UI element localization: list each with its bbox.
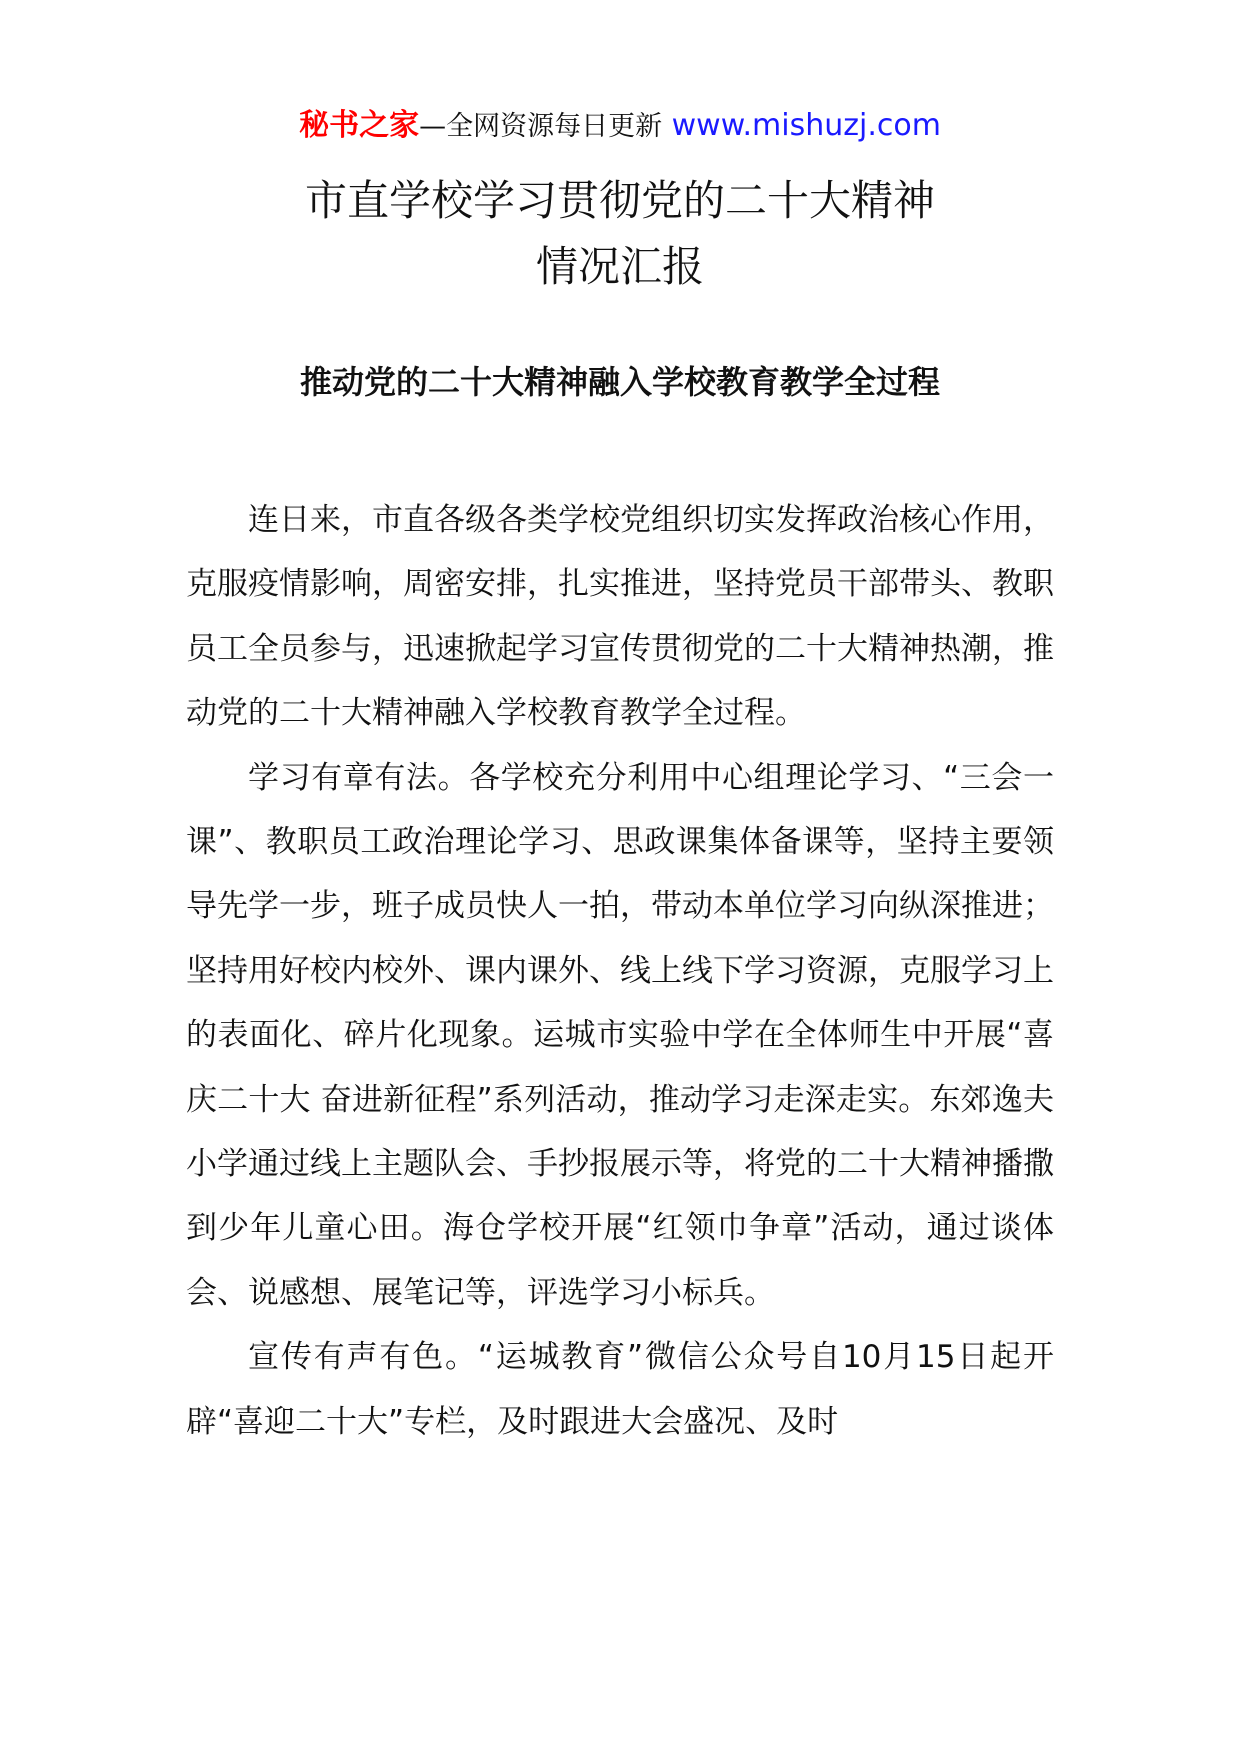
document-body xyxy=(186,488,1054,1454)
document-title xyxy=(0,168,1240,300)
title-line-1: 市直学校学习贯彻党的二十大精神 xyxy=(304,176,935,225)
brand-name: 秘书之家 xyxy=(299,108,420,143)
banner-tagline: —全网资源每日更新 xyxy=(419,111,663,142)
body-paragraph-3: 宣传有声有色。“运城教育”微信公众号自10月15日起开辟“喜迎二十大”专栏，及时跟进大会盛况、及时 xyxy=(186,1339,1054,1440)
title-line-2: 情况汇报 xyxy=(535,242,704,291)
body-paragraph-1: 连日来，市直各级各类学校党组织切实发挥政治核心作用，克服疫情影响，周密安排，扎实推进，坚持党员干部带头、教职员工全员参与，迅速掀起学习宣传贯彻党的二十大精神热潮，推动党的二十大精神融入学校教育教学全过程。 xyxy=(186,502,1054,732)
site-banner xyxy=(0,104,1240,149)
site-url-link[interactable]: www.mishuzj.com xyxy=(671,108,941,143)
document-subtitle: 推动党的二十大精神融入学校教育教学全过程 xyxy=(299,363,940,401)
body-paragraph-2: 学习有章有法。各学校充分利用中心组理论学习、“三会一课”、教职员工政治理论学习、思政课集体备课等，坚持主要领导先学一步，班子成员快人一拍，带动本单位学习向纵深推进；坚持用好校内校外、课内课外、线上线下学习资源，克服学习上的表面化、碎片化现象。运城市实验中学在全体师生中开展“喜庆二十大 奋进新征程”系列活动，推动学习走深走实。东郊逸夫小学通过线上主题队会、手抄报展示等，将党的二十大精神播撒到少年儿童心田。海仓学校开展“红领巾争章”活动，通过谈体会、说感想、展笔记等，评选学习小标兵。 xyxy=(186,759,1054,1311)
